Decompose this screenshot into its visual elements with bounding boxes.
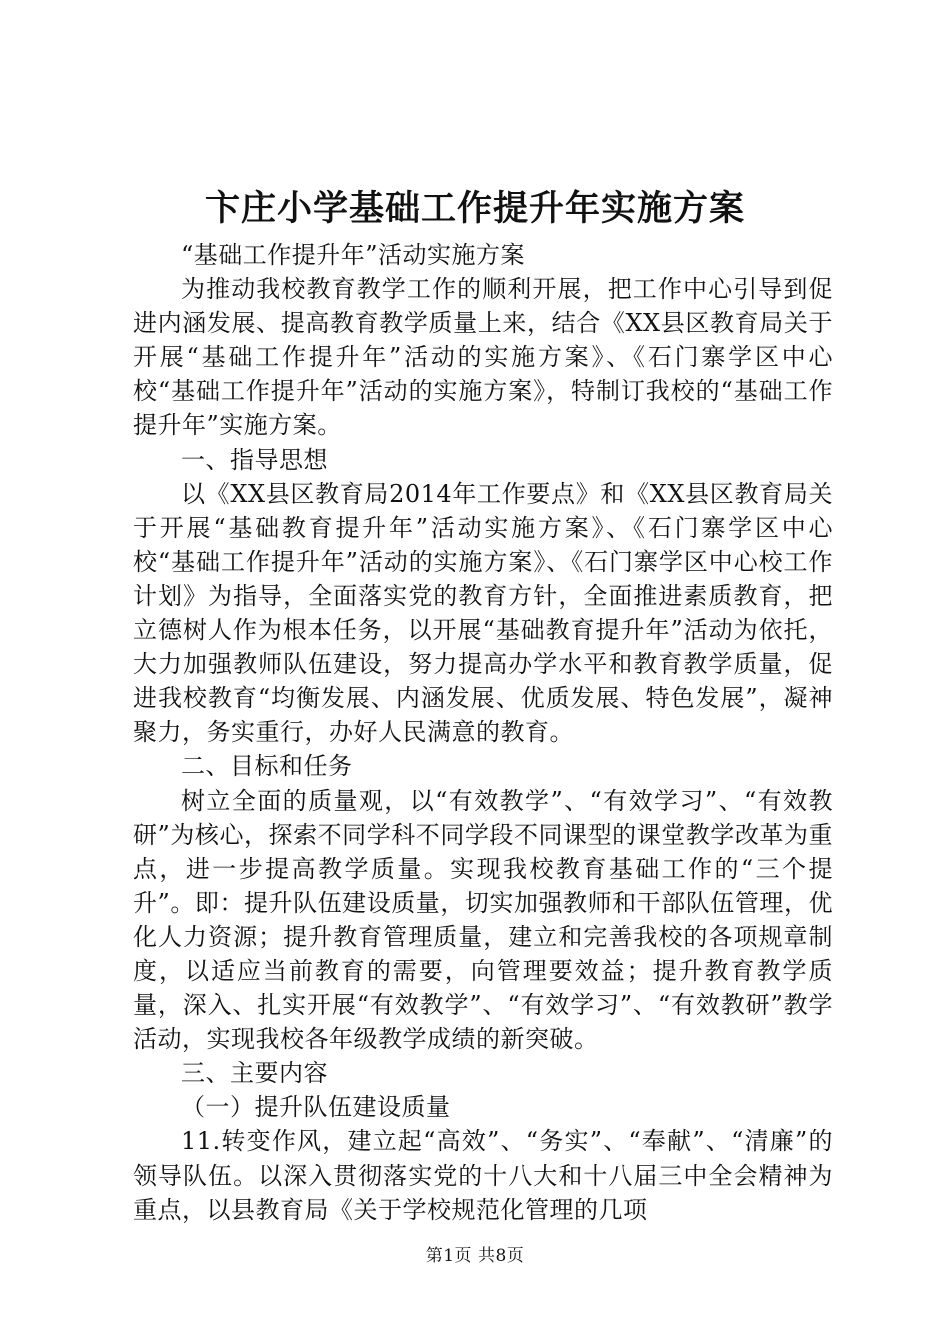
paragraph-item-11: 11.转变作风，建立起“高效”、“务实”、“奉献”、“清廉”的领导队伍。以深入贯彻落实党的十八大和十八届三中全会精神为重点，以县教育局《关于学校规范化管理的几项 xyxy=(133,1127,833,1224)
paragraph-subtitle: “基础工作提升年”活动实施方案 xyxy=(181,241,526,269)
paragraph-guiding-ideology: 以《XX县区教育局2014年工作要点》和《XX县区教育局关于开展“基础教育提升年”活动实施方案》、《石门寨学区中心校“基础工作提升年”活动的实施方案》、《石门寨学区中心校工作计划》为指导，全面落实党的教育方针，全面推进素质教育，把立德树人作为根本任务，以开展“基础教育提升年”活动为依托，大力加强教师队伍建设，努力提高办学水平和教育教学质量，促进我校教育“均衡发展、内涵发展、优质发展、特色发展”，凝神聚力，务实重行，办好人民满意的教育。 xyxy=(133,479,833,747)
document-body xyxy=(133,238,833,1227)
subsection-heading-team-quality: （一）提升队伍建设质量 xyxy=(181,1093,451,1122)
section-heading-guiding-ideology: 一、指导思想 xyxy=(181,445,328,474)
page-footer: 第1页 共8页 xyxy=(425,1246,525,1266)
document-title: 卞庄小学基础工作提升年实施方案 xyxy=(204,188,745,229)
section-heading-goals-tasks: 二、目标和任务 xyxy=(181,752,353,781)
section-heading-main-content: 三、主要内容 xyxy=(181,1059,328,1088)
paragraph-intro: 为推动我校教育教学工作的顺利开展，把工作中心引导到促进内涵发展、提高教育教学质量上来，结合《XX县区教育局关于开展“基础工作提升年”活动的实施方案》、《石门寨学区中心校“基础工作提升年”活动的实施方案》，特制订我校的“基础工作提升年”实施方案。 xyxy=(133,275,833,440)
paragraph-goals-tasks: 树立全面的质量观，以“有效教学”、“有效学习”、“有效教研”为核心，探索不同学科不同学段不同课型的课堂教学改革为重点，进一步提高教学质量。实现我校教育基础工作的“三个提升”。即：提升队伍建设质量，切实加强教师和干部队伍管理，优化人力资源；提升教育管理质量，建立和完善我校的各项规章制度，以适应当前教育的需要，向管理要效益；提升教育教学质量，深入、扎实开展“有效教学”、“有效学习”、“有效教研”教学活动，实现我校各年级教学成绩的新突破。 xyxy=(133,786,833,1054)
